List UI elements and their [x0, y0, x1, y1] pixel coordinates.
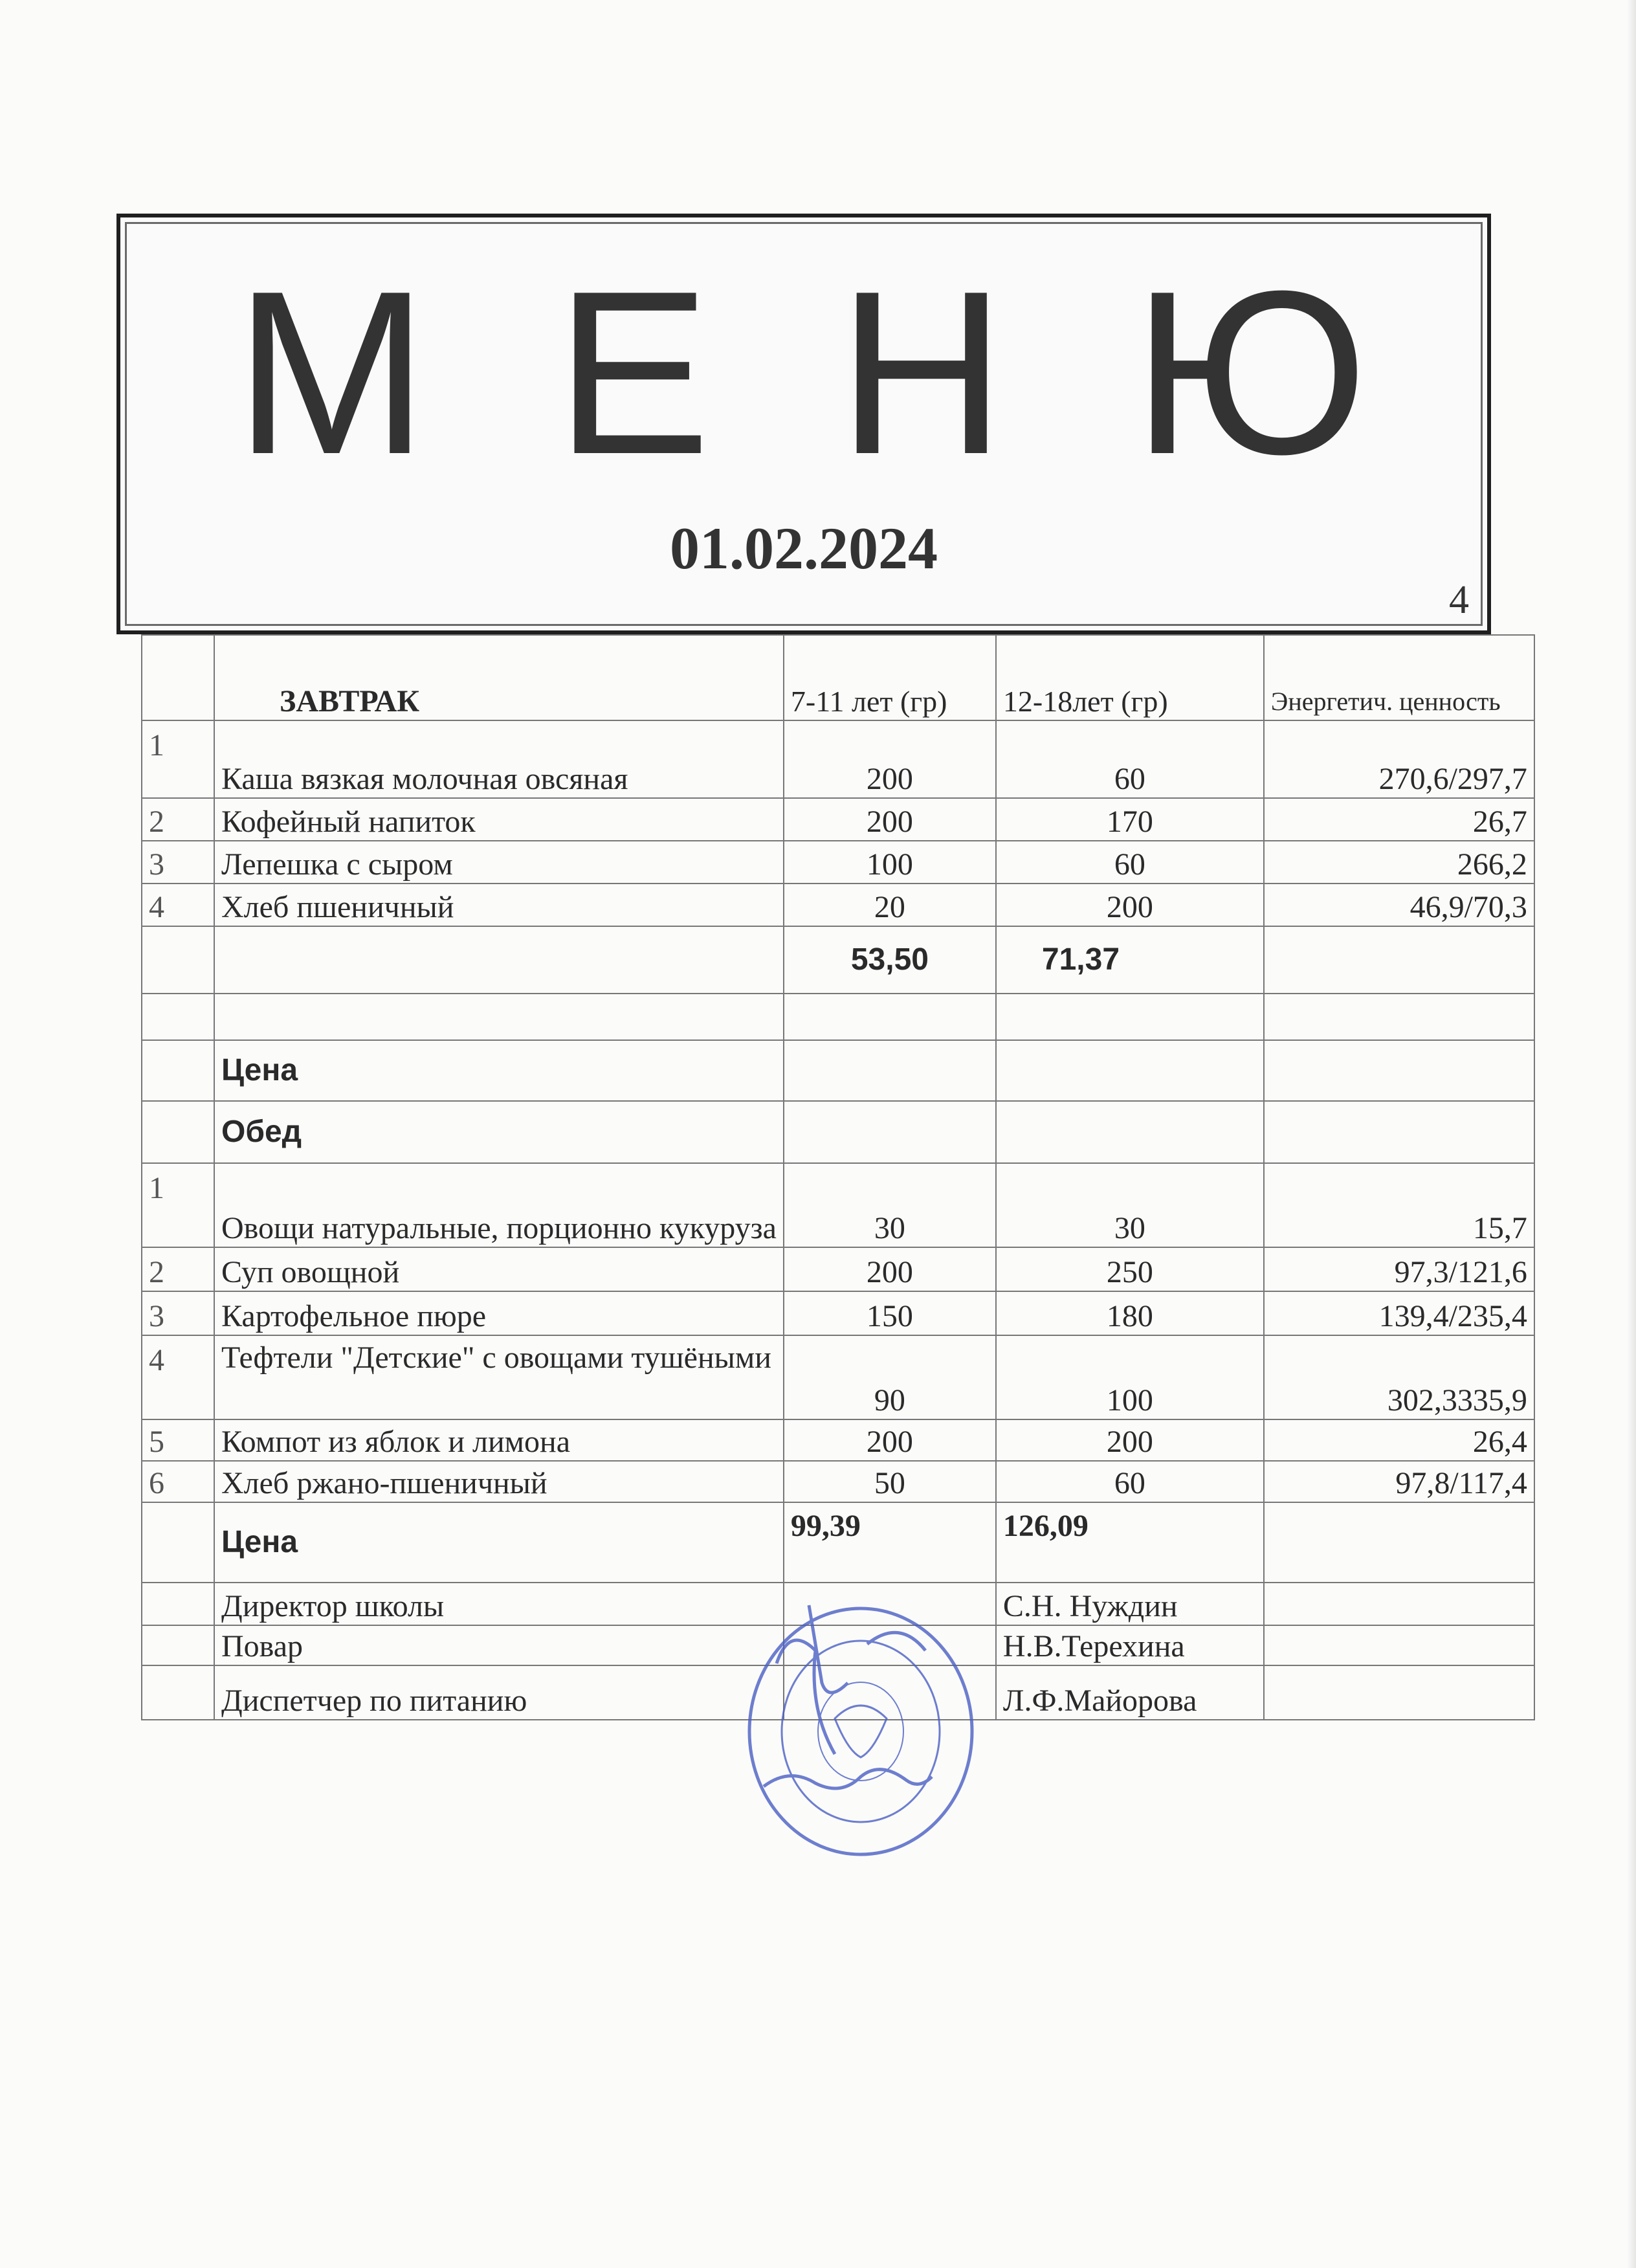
- menu-date: 01.02.2024: [670, 515, 938, 581]
- table-row: [142, 720, 1534, 798]
- row-num: 4: [142, 1335, 214, 1419]
- title-box: [116, 214, 1491, 634]
- energy-value: 26,7: [1264, 798, 1534, 841]
- breakfast-total-row: [142, 926, 1534, 994]
- menu-table: [141, 634, 1535, 1720]
- row-num: 1: [142, 1163, 214, 1247]
- lunch-label-row: [142, 1101, 1534, 1163]
- page-title: М Е Н Ю: [234, 243, 1399, 503]
- energy-value: 270,6/297,7: [1264, 720, 1534, 798]
- portion-12-18: 30: [996, 1163, 1264, 1247]
- dish-name: Лепешка с сыром: [214, 841, 784, 884]
- header-breakfast: ЗАВТРАК: [214, 635, 784, 720]
- dish-name: Картофельное пюре: [214, 1291, 784, 1335]
- energy-value: 26,4: [1264, 1419, 1534, 1461]
- dish-name: Тефтели "Детские" с овощами тушёными: [214, 1335, 784, 1419]
- portion-7-11: 90: [784, 1335, 996, 1419]
- table-row: [142, 798, 1534, 841]
- scan-edge-shadow: [1627, 0, 1636, 2268]
- portion-7-11: 30: [784, 1163, 996, 1247]
- table-row: [142, 1335, 1534, 1419]
- portion-7-11: 200: [784, 1247, 996, 1291]
- signature-role: Директор школы: [214, 1583, 784, 1625]
- energy-value: 302,3335,9: [1264, 1335, 1534, 1419]
- portion-12-18: 200: [996, 884, 1264, 926]
- empty-cell: [1264, 926, 1534, 994]
- signature-name: Н.В.Терехина: [996, 1625, 1264, 1665]
- empty-cell: [214, 926, 784, 994]
- signature-role: Повар: [214, 1625, 784, 1665]
- official-stamp-icon: [738, 1566, 984, 1871]
- energy-value: 97,8/117,4: [1264, 1461, 1534, 1502]
- portion-12-18: 60: [996, 720, 1264, 798]
- table-row: [142, 1461, 1534, 1502]
- lunch-price-7-11: 99,39: [784, 1502, 996, 1583]
- portion-12-18: 180: [996, 1291, 1264, 1335]
- portion-7-11: 200: [784, 720, 996, 798]
- table-row: [142, 1247, 1534, 1291]
- dish-name: Хлеб пшеничный: [214, 884, 784, 926]
- breakfast-price-label: Цена: [214, 1040, 784, 1101]
- energy-value: 15,7: [1264, 1163, 1534, 1247]
- portion-12-18: 60: [996, 841, 1264, 884]
- page-number: 4: [1449, 578, 1469, 622]
- portion-7-11: 150: [784, 1291, 996, 1335]
- signature-name: Л.Ф.Майорова: [996, 1665, 1264, 1720]
- row-num: 4: [142, 884, 214, 926]
- row-num: 2: [142, 1247, 214, 1291]
- portion-7-11: 50: [784, 1461, 996, 1502]
- portion-7-11: 100: [784, 841, 996, 884]
- dish-name: Овощи натуральные, порционно кукуруза: [214, 1163, 784, 1247]
- table-row: [142, 1291, 1534, 1335]
- energy-value: 97,3/121,6: [1264, 1247, 1534, 1291]
- header-age-12-18: 12-18лет (гр): [996, 635, 1264, 720]
- lunch-price-label: Цена: [214, 1502, 784, 1583]
- energy-value: 266,2: [1264, 841, 1534, 884]
- portion-7-11: 200: [784, 1419, 996, 1461]
- lunch-price-12-18: 126,09: [996, 1502, 1264, 1583]
- portion-7-11: 20: [784, 884, 996, 926]
- spacer-row: [142, 994, 1534, 1040]
- energy-value: 46,9/70,3: [1264, 884, 1534, 926]
- dish-name: Компот из яблок и лимона: [214, 1419, 784, 1461]
- row-num: 5: [142, 1419, 214, 1461]
- portion-12-18: 250: [996, 1247, 1264, 1291]
- dish-name: Суп овощной: [214, 1247, 784, 1291]
- row-num: 3: [142, 841, 214, 884]
- table-row: [142, 841, 1534, 884]
- table-row: [142, 1163, 1534, 1247]
- table-row: [142, 1419, 1534, 1461]
- dish-name: Каша вязкая молочная овсяная: [214, 720, 784, 798]
- portion-12-18: 60: [996, 1461, 1264, 1502]
- breakfast-price-12-18: 71,37: [996, 926, 1264, 994]
- portion-7-11: 200: [784, 798, 996, 841]
- energy-value: 139,4/235,4: [1264, 1291, 1534, 1335]
- header-num: [142, 635, 214, 720]
- empty-cell: [142, 926, 214, 994]
- portion-12-18: 170: [996, 798, 1264, 841]
- table-header-row: [142, 635, 1534, 720]
- portion-12-18: 100: [996, 1335, 1264, 1419]
- dish-name: Кофейный напиток: [214, 798, 784, 841]
- lunch-section-label: Обед: [214, 1101, 784, 1163]
- table-row: [142, 884, 1534, 926]
- row-num: 6: [142, 1461, 214, 1502]
- signature-role: Диспетчер по питанию: [214, 1665, 784, 1720]
- row-num: 2: [142, 798, 214, 841]
- breakfast-price-7-11: 53,50: [784, 926, 996, 994]
- signature-name: С.Н. Нуждин: [996, 1583, 1264, 1625]
- price-label-row: [142, 1040, 1534, 1101]
- dish-name: Хлеб ржано-пшеничный: [214, 1461, 784, 1502]
- portion-12-18: 200: [996, 1419, 1264, 1461]
- header-energy: Энергетич. ценность: [1264, 635, 1534, 720]
- header-age-7-11: 7-11 лет (гр): [784, 635, 996, 720]
- row-num: 1: [142, 720, 214, 798]
- row-num: 3: [142, 1291, 214, 1335]
